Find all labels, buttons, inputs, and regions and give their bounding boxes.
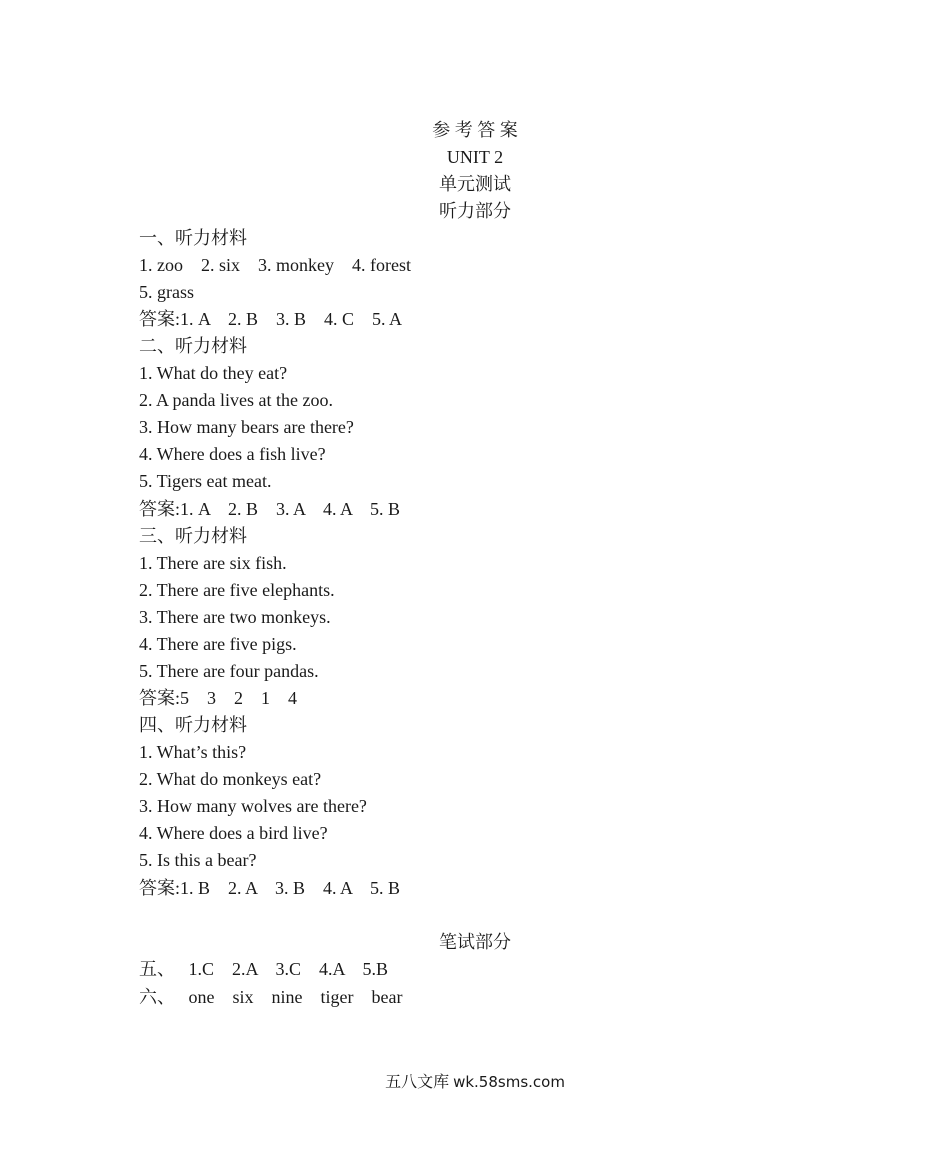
- section-2-item: 3. How many bears are there?: [139, 417, 354, 437]
- section-3-item: 3. There are two monkeys.: [139, 607, 331, 627]
- section-4-item: 2. What do monkeys eat?: [139, 769, 322, 789]
- test-subtitle: 单元测试: [439, 174, 511, 194]
- section-2-item: 1. What do they eat?: [139, 363, 288, 383]
- section-4-item: 1. What’s this?: [139, 742, 247, 762]
- page-title: 参 考 答 案: [432, 120, 518, 140]
- section-3-item: 1. There are six fish.: [139, 553, 287, 573]
- section-2-item: 5. Tigers eat meat.: [139, 471, 272, 491]
- section-4-answer: 答案:1. B 2. A 3. B 4. A 5. B: [139, 878, 401, 898]
- section-3-label: 三、听力材料: [139, 526, 247, 546]
- footer-site-link[interactable]: wk.58sms.com: [453, 1073, 565, 1091]
- section-3-item: 4. There are five pigs.: [139, 634, 297, 654]
- section-4-label: 四、听力材料: [139, 715, 247, 735]
- section-2-label: 二、听力材料: [139, 336, 247, 356]
- section-2-answer: 答案:1. A 2. B 3. A 4. A 5. B: [139, 499, 401, 519]
- listening-heading: 听力部分: [439, 201, 511, 221]
- section-4-item: 4. Where does a bird live?: [139, 823, 328, 843]
- section-4-item: 3. How many wolves are there?: [139, 796, 367, 816]
- section-2-item: 4. Where does a fish live?: [139, 444, 326, 464]
- section-3-item: 5. There are four pandas.: [139, 661, 319, 681]
- footer-brand: 五八文库: [385, 1074, 450, 1091]
- section-4-item: 5. Is this a bear?: [139, 850, 257, 870]
- unit-label: UNIT 2: [446, 147, 504, 167]
- section-5-answers: 五、 1.C 2.A 3.C 4.A 5.B: [139, 959, 389, 979]
- section-1-label: 一、听力材料: [139, 228, 247, 248]
- section-1-words-line2: 5. grass: [139, 282, 194, 302]
- section-6-answers: 六、 one six nine tiger bear: [139, 987, 403, 1007]
- section-3-item: 2. There are five elephants.: [139, 580, 335, 600]
- page-footer: [0, 1070, 950, 1095]
- written-heading: 笔试部分: [439, 932, 511, 952]
- section-1-words-line1: 1. zoo 2. six 3. monkey 4. forest: [139, 255, 411, 275]
- section-2-item: 2. A panda lives at the zoo.: [139, 390, 333, 410]
- section-3-answer: 答案:5 3 2 1 4: [139, 688, 298, 708]
- section-1-answer: 答案:1. A 2. B 3. B 4. C 5. A: [139, 309, 403, 329]
